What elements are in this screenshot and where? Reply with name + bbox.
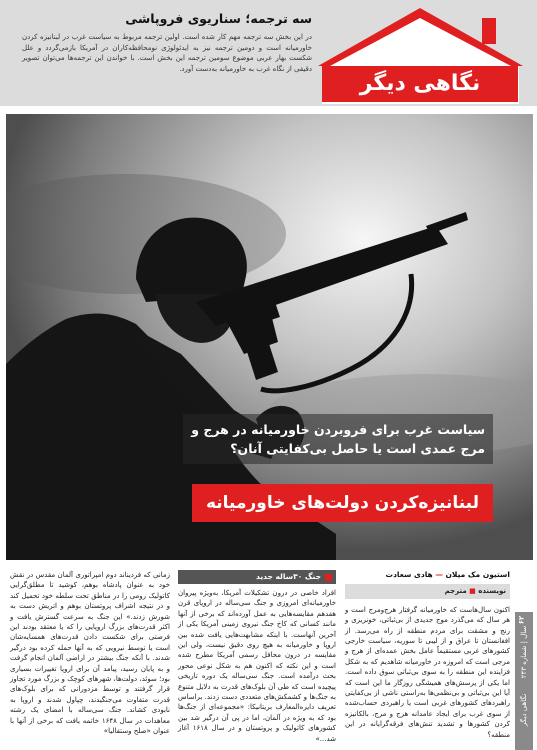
paragraph-text: اکنون سال‌هاست که خاورمیانه گرفتار هرج‌ومرج است و هر سال که می‌گذرد موج جدیدی از بی‌ثباتی، خونریزی و رنج و مشقت برای مردم منطقه از راه می‌رسد. از افغانستان تا عراق و از لیبی تا سوریه، سیاست خارجی کشورهای غربی مستقیماً عامل بخش عمده‌ای از هرج و مرجی است که امروزه در خاورمیانه شاهدیم که به شکل فزاینده این منطقه را به سوی بی‌ثباتی سوق داده است. اما یکی از پرسش‌های همیشگی روزگار ما این است که آیا این بی‌ثباتی و بی‌نظمی‌ها به‌راستی ناشی از بی‌کفایتی راهبردهای کشورهای غربی است یا راهبردی حساب‌شده از سوی غرب برای ایجاد عامدانه هرج و مرج، بالکانیزه کردن کشورها و تشدید تنش‌های فرقه‌گرایانه در این منطقه؟ [345, 605, 510, 739]
red-square-icon [325, 574, 332, 581]
side-tab-section-label: نگاهی دیگر [520, 693, 528, 727]
author-name: استیون مک میلان [445, 570, 510, 579]
intro-body: در این بخش سه ترجمه مهم کار شده است. اولین ترجمه مربوط به سیاست غرب در لبنانیزه کردن خاورمیانه است و دومین ترجمه نیز به ایدئولوژی نومحافظه‌کاران در آمریکا بازمی‌گردد و علل شکست بهار عربی موضوع سومین ترجمه این بخش است. با خواندن این ترجمه‌ها می‌توان تصویر دقیقی از نگاه غرب به خاورمیانه به‌دست آورد. [22, 33, 312, 73]
paragraph-text: افراد خاصی در درون تشکیلات آمریکا، به‌ویژه پیروان خاورمیانه‌ای امروزی و جنگ سی‌ساله در اروپای قرن هفدهم مقایسه‌هایی به عمل آورده‌اند که برخی از آنها مانند کسانی که کاخ جنگ نیروی زمینی آمریکا یکی از آخرین آنهاست. با اینکه مشابهت‌هایی یافت شده بین اروپا و خاورمیانه به هیچ روی دقیق نیست، ولی این مقایسه در درون محافل رسمی آمریکا مطرح شده است و این نکته که اکنون هم به شکل نوعی محور بحث درآمده است. جنگ سی‌ساله یک دوره تاریخی پیچیده است که طی آن بلوک‌های قدرت به دلایل متنوع به جنگ‌ها و کشمکش‌های متعددی دست زدند. براساس تعریف دایره‌المعارف بریتانیکا: «مجموعه‌ای از جنگ‌ها بود که به ویژه در آلمان، اما در پی آن درگیر شد بین کشورهای کاتولیک و پروتستان و در سال ۱۶۱۸ آغاز شد...» [178, 589, 336, 743]
section-heading-text: جنگ ۳۰ساله جدید [256, 572, 321, 581]
article-column-right [345, 570, 510, 742]
section-heading [178, 570, 336, 584]
paragraph-history [10, 570, 170, 737]
article-column-middle [178, 570, 336, 746]
article-column-left [10, 570, 170, 739]
intro-title: سه ترجمه؛ سناریوی فروپاشی [125, 11, 312, 26]
paragraph-intro [345, 605, 510, 740]
page-side-tab [515, 612, 533, 750]
hero-subtitle: سیاست غرب برای فروبردن خاورمیانه در هرج و مرج عمدی است یا حاصل بی‌کفایتی آنان؟ [183, 414, 493, 464]
author-roles: نویسنده ■ مترجم [345, 584, 510, 598]
role-translator: مترجم [444, 587, 467, 596]
header-intro [22, 10, 312, 74]
side-tab-issue: سال | شماره ۲۴۳ [520, 625, 528, 679]
section-brand-title: نگاهی دیگر [322, 66, 518, 102]
translator-name: هادی سعادت [385, 570, 433, 579]
paragraph-thirty-year-war [178, 588, 336, 744]
hero-headline: لبنانیزه‌کردن دولت‌های خاورمیانه [192, 484, 493, 522]
page-number: ۶۲ [517, 615, 526, 625]
role-author: نویسنده [478, 587, 506, 596]
byline: استیون مک میلان — هادی سعادت [385, 570, 510, 579]
paragraph-text: زمانی که فردیناند دوم امپراتوری آلمان مقدس در نقش خود به عنوان پادشاه بوهم، کوشید تا مطلق‌گرایی کاتولیک رومی را در مناطق تحت سلطه خود تحمیل کند و در نتیجه اشراف پروتستان بوهم و اتریش دست به شورش زدند.» این جنگ به سرعت گسترش یافت و اکثر قدرت‌های بزرگ اروپایی را که یا معتقد بودند این فرصتی برای شکست دادن قدرت‌های همسایه‌شان است یا توسط نیرویی که به آنها حمله کرده بود درگیر شدند. با آنکه جنگ بیشتر در اراضی آلمان انجام گرفت و به پایان رسید، پیامد آن برای اروپا تغییرات بسیاری بود؛ سوئد، دولت‌ها، شهرهای کوچک و بزرگ مورد تجاوز قرار گرفتند و توسط مزدورانی که برای بلوک‌های قدرت متفاوت می‌جنگیدند، چپاول شدند و اروپا به نابودی کشاند. جنگ سی‌ساله با امضای یک رشته معاهدات در سال ۱۶۴۸ خاتمه یافت که برخی از آنها با عنوان «صلح وستفالیا» [10, 571, 170, 736]
hero-photo [6, 114, 533, 560]
